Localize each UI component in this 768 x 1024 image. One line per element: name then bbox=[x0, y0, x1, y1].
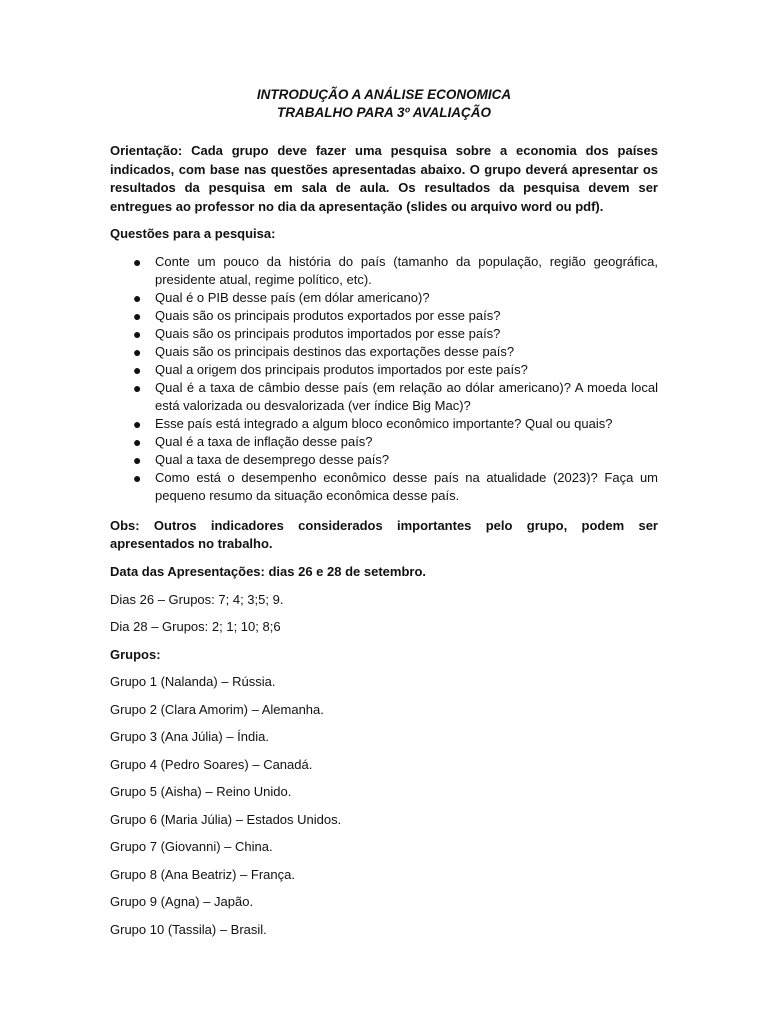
obs-paragraph: Obs: Outros indicadores considerados importantes pelo grupo, podem ser apresentados no trabalho. bbox=[110, 518, 658, 551]
bullet-icon: ● bbox=[133, 362, 142, 378]
bullet-icon: ● bbox=[133, 470, 142, 486]
group-item: Grupo 8 (Ana Beatriz) – França. bbox=[110, 866, 295, 882]
group-item: Grupo 3 (Ana Júlia) – Índia. bbox=[110, 729, 269, 744]
question-item bbox=[110, 379, 658, 415]
day-26-schedule: Dias 26 – Grupos: 7; 4; 3;5; 9. bbox=[110, 591, 284, 607]
question-item bbox=[110, 433, 658, 451]
question-item bbox=[110, 469, 658, 505]
bullet-icon: ● bbox=[133, 290, 142, 306]
bullet-icon: ● bbox=[133, 416, 142, 432]
bullet-icon: ● bbox=[133, 326, 142, 342]
bullet-icon: ● bbox=[133, 308, 142, 324]
questions-list bbox=[110, 253, 658, 505]
question-text: Esse país está integrado a algum bloco econômico importante? Qual ou quais? bbox=[155, 416, 613, 431]
groups-list bbox=[110, 673, 658, 939]
bullet-icon: ● bbox=[133, 344, 142, 360]
question-text: Qual é o PIB desse país (em dólar americano)? bbox=[155, 290, 430, 305]
orientation-paragraph: Orientação: Cada grupo deve fazer uma pesquisa sobre a economia dos países indicados, com base nas questões apresentadas abaixo. O grupo deverá apresentar os resultados da pesquisa em sala de aula. Os resultados da pesquisa devem ser entregues ao professor no dia da apresentação (slides ou arquivo word ou pdf). bbox=[110, 143, 658, 214]
group-item: Grupo 10 (Tassila) – Brasil. bbox=[110, 921, 267, 937]
question-item bbox=[110, 361, 658, 379]
question-item bbox=[110, 289, 658, 307]
question-text: Quais são os principais produtos importados por esse país? bbox=[155, 326, 501, 341]
question-text: Quais são os principais destinos das exportações desse país? bbox=[155, 344, 515, 359]
question-text: Como está o desempenho econômico desse país na atualidade (2023)? Faça um pequeno resumo da situação econômica desse país. bbox=[155, 470, 658, 503]
group-item: Grupo 5 (Aisha) – Reino Unido. bbox=[110, 784, 292, 799]
document-title bbox=[110, 86, 658, 122]
group-item: Grupo 4 (Pedro Soares) – Canadá. bbox=[110, 756, 313, 772]
question-item bbox=[110, 451, 658, 469]
dates-heading: Data das Apresentações: dias 26 e 28 de setembro. bbox=[110, 564, 426, 579]
question-text: Qual a taxa de desemprego desse país? bbox=[155, 452, 390, 467]
question-item bbox=[110, 253, 658, 289]
question-item bbox=[110, 415, 658, 433]
group-item: Grupo 6 (Maria Júlia) – Estados Unidos. bbox=[110, 811, 342, 827]
question-item bbox=[110, 325, 658, 343]
group-item: Grupo 7 (Giovanni) – China. bbox=[110, 839, 273, 854]
group-item: Grupo 1 (Nalanda) – Rússia. bbox=[110, 674, 276, 689]
question-text: Conte um pouco da história do país (tamanho da população, região geográfica, presidente atual, regime político, etc). bbox=[155, 254, 658, 287]
bullet-icon: ● bbox=[133, 452, 142, 468]
groups-heading: Grupos: bbox=[110, 646, 161, 662]
question-text: Quais são os principais produtos exportados por esse país? bbox=[155, 308, 501, 323]
title-line-2: TRABALHO PARA 3º AVALIAÇÃO bbox=[277, 105, 491, 120]
day-28-schedule: Dia 28 – Grupos: 2; 1; 10; 8;6 bbox=[110, 619, 281, 634]
title-line-1: INTRODUÇÃO A ANÁLISE ECONOMICA bbox=[256, 87, 512, 102]
question-text: Qual é a taxa de câmbio desse país (em relação ao dólar americano)? A moeda local está valorizada ou desvalorizada (ver índice Big Mac)? bbox=[155, 380, 658, 413]
question-text: Qual é a taxa de inflação desse país? bbox=[155, 434, 373, 449]
question-item bbox=[110, 307, 658, 325]
bullet-icon: ● bbox=[133, 254, 142, 270]
questions-heading: Questões para a pesquisa: bbox=[110, 226, 276, 241]
bullet-icon: ● bbox=[133, 380, 142, 396]
group-item: Grupo 2 (Clara Amorim) – Alemanha. bbox=[110, 701, 324, 717]
bullet-icon: ● bbox=[133, 434, 142, 450]
group-item: Grupo 9 (Agna) – Japão. bbox=[110, 894, 254, 909]
question-text: Qual a origem dos principais produtos importados por este país? bbox=[155, 362, 528, 377]
question-item bbox=[110, 343, 658, 361]
